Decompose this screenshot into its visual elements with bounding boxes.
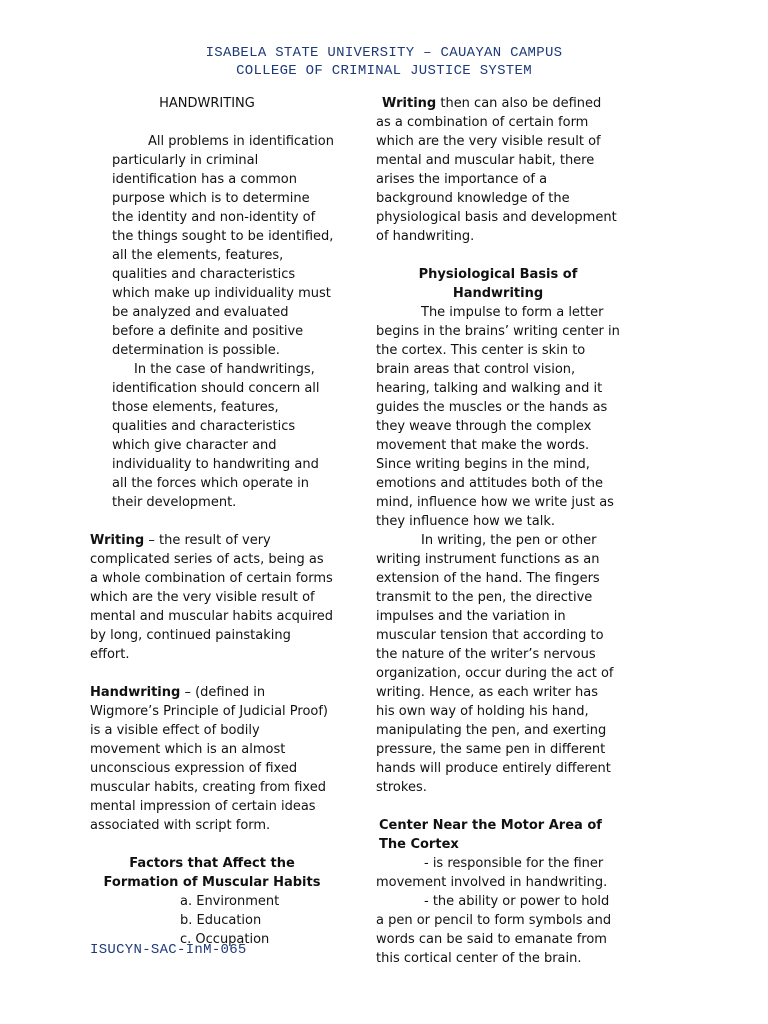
left-column (90, 94, 334, 949)
physiological-heading: Physiological Basis of Handwriting (418, 267, 578, 301)
factors-list (90, 892, 334, 949)
list-item: a. Environment (180, 894, 280, 909)
writing-term: Writing (90, 533, 145, 548)
section-title-handwriting: HANDWRITING (159, 96, 255, 111)
writing-definition-text: – the result of very complicated series of acts, being as a whole combination of certain forms which are the very visible result of mental and muscular habits acquired by long, continued painstaking effort. (90, 533, 334, 662)
right-column (376, 94, 620, 968)
writing-continued-text: then can also be defined as a combination of certain form which are the very visible result of mental and muscular habit, there arises the importance of a background knowledge of the physiological basis and development of handwriting. (376, 96, 617, 244)
motor-area-item-1: - is responsible for the finer movement involved in handwriting. (376, 856, 608, 890)
handwriting-definition-text: – (defined in Wigmore’s Principle of Judicial Proof) is a visible effect of bodily movement which is an almost unconscious expression of fixed muscular habits, creating from fixed mental impression of certain ideas associated with script form. (90, 685, 328, 833)
motor-area-item-2: - the ability or power to hold a pen or pencil to form symbols and words can be said to emanate from this cortical center of the brain. (376, 894, 612, 966)
physiological-paragraph-1: The impulse to form a letter begins in the brains’ writing center in the cortex. This center is skin to brain areas that control vision, hearing, talking and walking and it guides the muscles or the hands as they weave through the complex movement that make the words. Since writing begins in the mind, emotions and attitudes both of the mind, influence how we write just as they influence how we talk. (376, 305, 620, 529)
list-item: c. Occupation (180, 932, 270, 947)
list-item: b. Education (180, 913, 262, 928)
writing-continued (376, 94, 620, 246)
motor-area-heading: Center Near the Motor Area of The Cortex (379, 818, 602, 852)
intro-paragraph: All problems in identification particularly in criminal identification has a common purpose which is to determine the identity and non-identity of the things sought to be identified, all the elements, features, qualities and characteristics which make up individuality must be analyzed and evaluated before a definite and positive determination is possible. (112, 134, 334, 358)
university-name: ISABELA STATE UNIVERSITY – CAUAYAN CAMPUS (205, 45, 563, 61)
factors-heading: Factors that Affect the Formation of Muscular Habits (103, 856, 321, 890)
writing-term-right: Writing (382, 96, 437, 111)
document-code: ISUCYN-SAC-InM-065 (90, 942, 247, 958)
second-paragraph: In the case of handwritings, identification should concern all those elements, features, qualities and characteristics which give character and individuality to handwriting and all the forces which operate in their development. (112, 362, 320, 510)
physiological-paragraph-2: In writing, the pen or other writing instrument functions as an extension of the hand. The fingers transmit to the pen, the directive impulses and the variation in muscular tension that according to the nature of the writer’s nervous organization, occur during the act of writing. Hence, as each writer has his own way of holding his hand, manipulating the pen, and exerting pressure, the same pen in different hands will produce entirely different strokes. (376, 533, 614, 795)
writing-definition (90, 531, 334, 664)
handwriting-definition (90, 683, 334, 835)
college-name: COLLEGE OF CRIMINAL JUSTICE SYSTEM (236, 63, 532, 79)
page-header (0, 44, 768, 80)
handwriting-term: Handwriting (90, 685, 181, 700)
